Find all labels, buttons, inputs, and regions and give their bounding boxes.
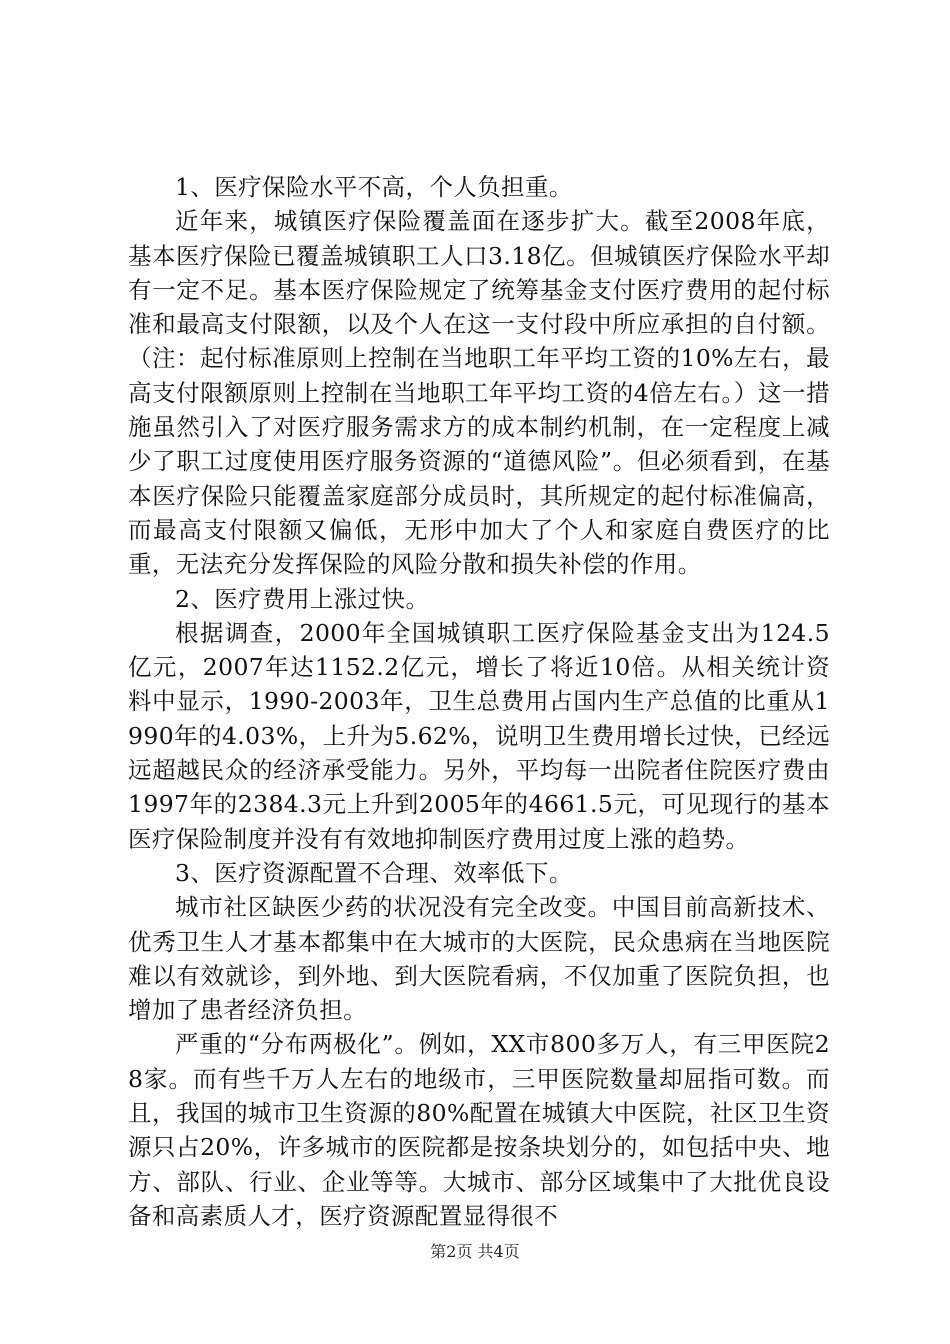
- paragraph-cost-increase: 根据调查，2000年全国城镇职工医疗保险基金支出为124.5亿元，2007年达1152.2亿元，增长了将近10倍。从相关统计资料中显示，1990-2003年，卫生总费用占国内生产总值的比重从1990年的4.03%，上升为5.62%，说明卫生费用增长过快，已经远远超越民众的经济承受能力。另外，平均每一出院者住院医疗费由1997年的2384.3元上升到2005年的4661.5元，可见现行的基本医疗保险制度并没有有效地抑制医疗费用过度上涨的趋势。: [128, 618, 830, 853]
- paragraph-community-shortage: 城市社区缺医少药的状况没有完全改变。中国目前高新技术、优秀卫生人才基本都集中在大城市的大医院，民众患病在当地医院难以有效就诊，到外地、到大医院看病，不仅加重了医院负担，也增加了患者经济负担。: [128, 893, 830, 1025]
- paragraph-polarization: 严重的“分布两极化”。例如，XX市800多万人，有三甲医院28家。而有些千万人左右的地级市，三甲医院数量却屈指可数。而且，我国的城市卫生资源的80%配置在城镇大中医院，社区卫生资源只占20%，许多城市的医院都是按条块划分的，如包括中央、地方、部队、行业、企业等等。大城市、部分区域集中了大批优良设备和高素质人才，医疗资源配置显得很不: [128, 1030, 830, 1230]
- paragraph-insurance-coverage: 近年来，城镇医疗保险覆盖面在逐步扩大。截至2008年底，基本医疗保险已覆盖城镇职工人口3.18亿。但城镇医疗保险水平却有一定不足。基本医疗保险规定了统筹基金支付医疗费用的起付标准和最高支付限额，以及个人在这一支付段中所应承担的自付额。（注：起付标准原则上控制在当地职工年平均工资的10%左右，最高支付限额原则上控制在当地职工年平均工资的4倍左右。）这一措施虽然引入了对医疗服务需求方的成本制约机制，在一定程度上减少了职工过度使用医疗服务资源的“道德风险”。但必须看到，在基本医疗保险只能覆盖家庭部分成员时，其所规定的起付标准偏高，而最高支付限额又偏低，无形中加大了个人和家庭自费医疗的比重，无法充分发挥保险的风险分散和损失补偿的作用。: [128, 207, 830, 579]
- page-footer: 第2页 共4页: [430, 1242, 520, 1261]
- heading-3: 3、医疗资源配置不合理、效率低下。: [175, 858, 573, 887]
- document-body: [128, 170, 830, 1233]
- heading-2: 2、医疗费用上涨过快。: [175, 584, 430, 613]
- heading-1: 1、医疗保险水平不高，个人负担重。: [175, 173, 573, 201]
